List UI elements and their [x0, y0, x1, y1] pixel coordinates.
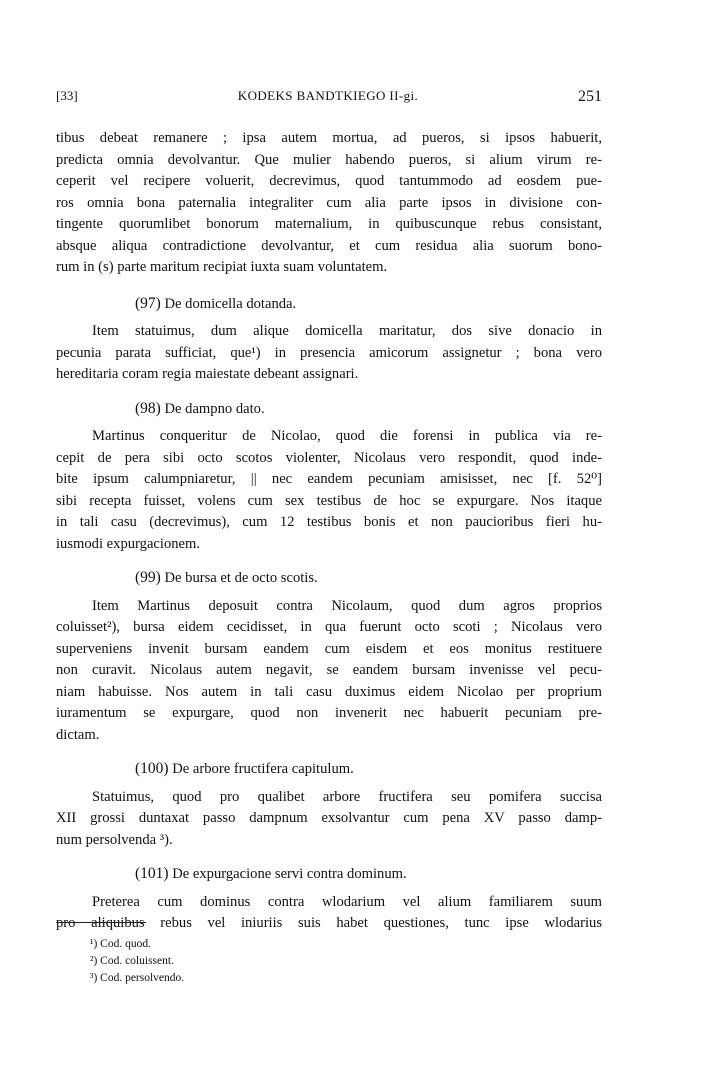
section-paragraph	[56, 321, 602, 386]
section-number: (99)	[135, 569, 161, 586]
text-line: hereditaria coram regia maiestate debeant assignari.	[56, 366, 359, 382]
footnote: ³) Cod. persolvendo.	[90, 972, 185, 984]
section-paragraph	[56, 892, 602, 935]
footnote: ¹) Cod. quod.	[90, 938, 151, 950]
text-line: iuramentum se expurgare, quod non invenerit nec habuerit pecuniam pre-	[56, 705, 602, 721]
text-line: niam habuisse. Nos autem in tali casu duximus eidem Nicolao per proprium	[56, 683, 602, 700]
section-title: De domicella dotanda.	[164, 295, 297, 312]
section-number: (98)	[135, 399, 161, 417]
running-title: KODEKS BANDTKIEGO II-gi.	[237, 88, 419, 103]
text-line: ceperit vel recipere voluerit, decrevimus, quod tantummodo ad eosdem pue-	[56, 173, 602, 189]
text-line: Martinus conqueritur de Nicolao, quod die forensi in publica via re-	[92, 428, 602, 444]
text-line: ros omnia bona paternalia integraliter cum alia parte ipsos in divisione con-	[56, 194, 602, 211]
text-line: dictam.	[56, 726, 100, 743]
page-number: 251	[578, 88, 602, 105]
text-line: in tali casu (decrevimus), cum 12 testibus bonis et non paucioribus fieri hu-	[56, 514, 602, 530]
text-line: pro aliquibus rebus vel iniuriis suis habet questiones, tunc ipse wlodarius	[56, 915, 602, 931]
footnote-rule	[56, 922, 146, 923]
text-line: absque aliqua contradictione devolvantur, et cum residua alia suorum bono-	[56, 237, 602, 254]
text-line: Item Martinus deposuit contra Nicolaum, quod dum agros proprios	[92, 597, 602, 614]
section-number: (97)	[135, 294, 161, 312]
text-line: tingente quorumlibet bonorum maternalium, in quibuscunque rebus consistant,	[56, 216, 602, 232]
text-line: Preterea cum dominus contra wlodarium vel alium familiarem suum	[92, 893, 602, 910]
section-heading	[56, 567, 602, 590]
section-number: (101)	[135, 865, 169, 882]
section-paragraph	[56, 426, 602, 555]
text-line: num persolvenda ³).	[56, 831, 173, 848]
text-line: coluisset²), bursa eidem cecidisset, in qua fuerunt octo scoti ; Nicolaus vero	[56, 619, 602, 635]
text-line: predicta omnia devolvantur. Que mulier habendo pueros, si alium virum re-	[56, 151, 602, 168]
running-head	[56, 88, 600, 110]
text-line: sibi recepta fuisset, volens cum sex testibus de hoc se expurgare. Nos itaque	[56, 492, 602, 509]
section-title: De arbore fructifera capitulum.	[172, 761, 354, 777]
footnotes	[90, 936, 184, 987]
section-number: (100)	[135, 760, 169, 777]
main-text	[56, 128, 602, 935]
text-line: XII grossi duntaxat passo dampnum exsolvantur cum pena XV passo damp-	[56, 810, 602, 826]
text-line: tibus debeat remanere ; ipsa autem mortua, ad pueros, si ipsos habuerit,	[56, 130, 602, 146]
section-title: De bursa et de octo scotis.	[164, 570, 318, 586]
section-title: De dampno dato.	[164, 400, 265, 417]
section-heading	[56, 293, 602, 316]
section-paragraph	[56, 787, 602, 852]
section-title: De expurgacione servi contra dominum.	[172, 866, 407, 882]
paragraph-continued	[56, 128, 602, 279]
text-line: superveniens invenit bursam eandem cum eisdem et eos monitus restituere	[56, 640, 602, 657]
section-paragraph	[56, 596, 602, 747]
text-line: pecunia parata sufficiat, que¹) in presencia amicorum assignetur ; bona vero	[56, 344, 602, 361]
text-line: non curavit. Nicolaus autem negavit, se eandem bursam invenisse vel pecu-	[56, 662, 602, 678]
section-heading	[56, 863, 602, 886]
page-section-number: [33]	[56, 88, 78, 103]
footnote: ²) Cod. coluissent.	[90, 955, 174, 967]
text-line: Item statuimus, dum alique domicella maritatur, dos sive donacio in	[92, 323, 602, 339]
text-line: cepit de pera sibi octo scotos violenter, Nicolaus vero respondit, quod inde-	[56, 449, 602, 466]
section-heading	[56, 758, 602, 781]
text-line: iusmodi expurgacionem.	[56, 535, 201, 552]
text-line: bite ipsum calumpniaretur, || nec eandem pecuniam amisisset, nec [f. 52⁰]	[56, 471, 602, 487]
text-line: rum in (s) parte maritum recipiat iuxta suam voluntatem.	[56, 259, 388, 275]
section-heading	[56, 398, 602, 421]
text-line: Statuimus, quod pro qualibet arbore fructifera seu pomifera succisa	[92, 788, 602, 805]
